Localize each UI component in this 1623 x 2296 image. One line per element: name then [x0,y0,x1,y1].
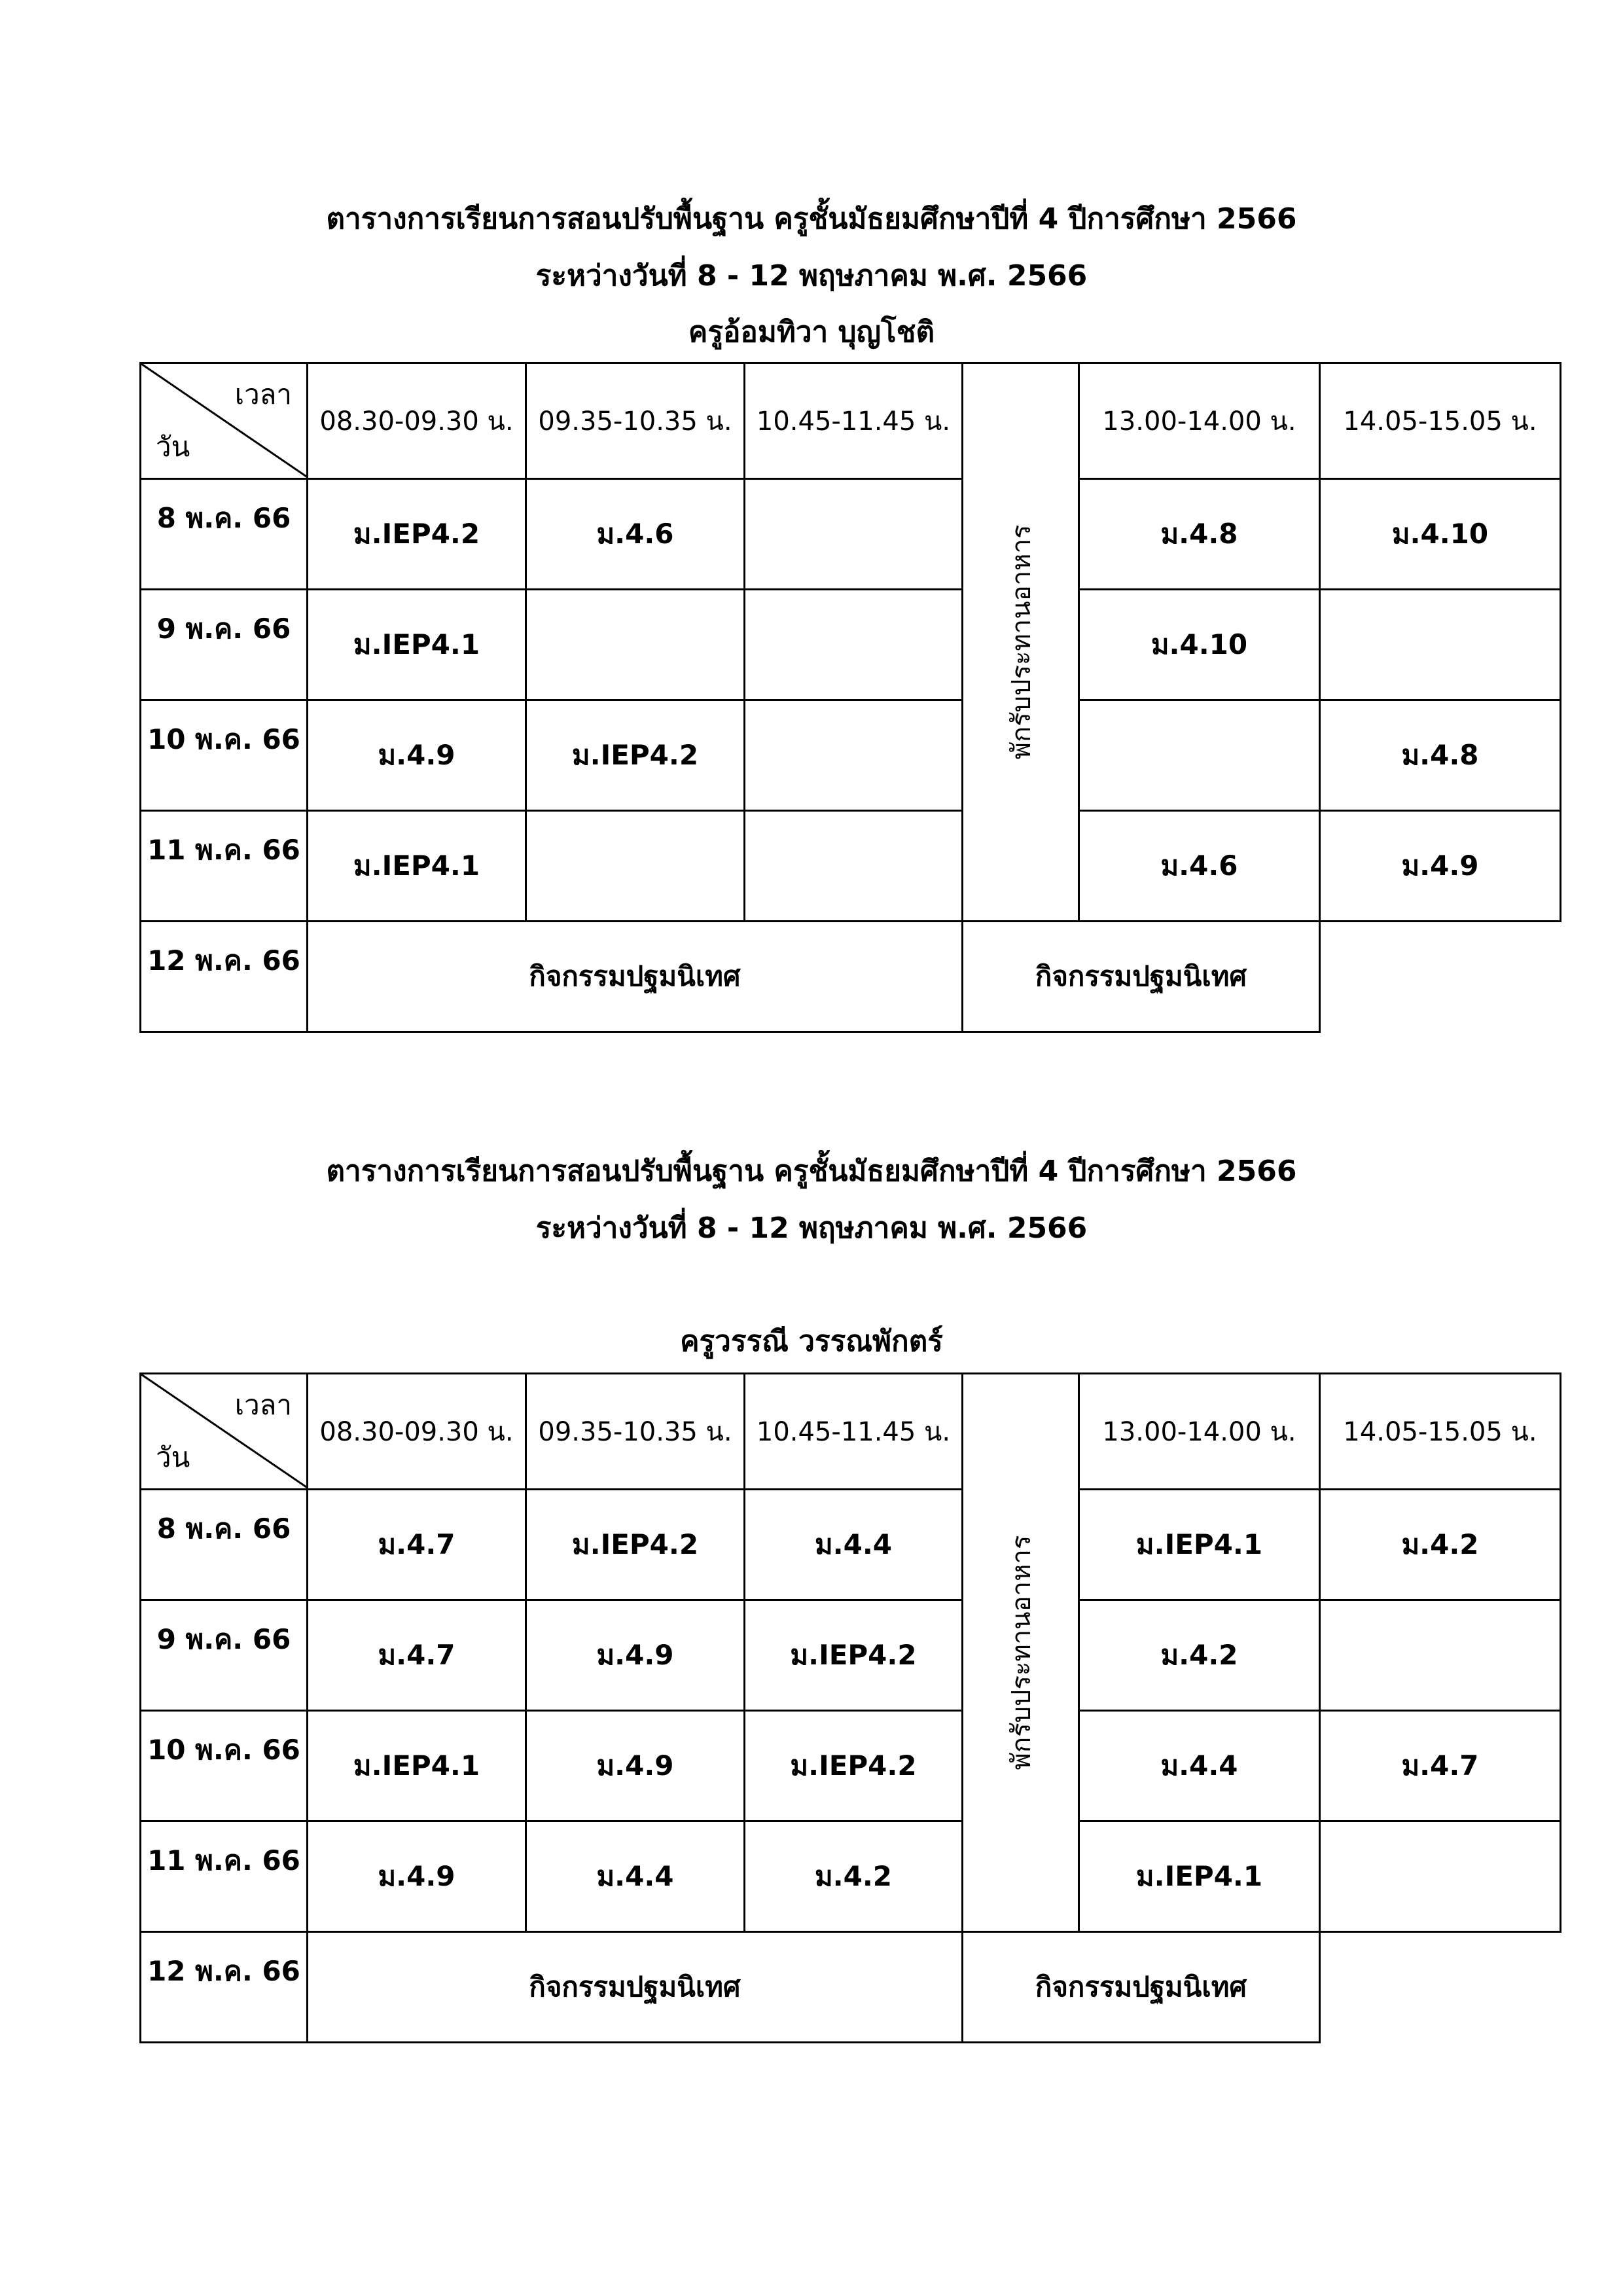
orientation-morning-cell: กิจกรรมปฐมนิเทศ [308,1932,963,2043]
class-cell: ม.4.9 [308,700,526,811]
table-row [141,922,1561,1032]
class-cell [745,811,963,922]
class-cell: ม.4.10 [1320,479,1561,590]
class-cell: ม.IEP4.2 [745,1711,963,1821]
orientation-afternoon-cell: กิจกรรมปฐมนิเทศ [963,1932,1320,2043]
class-cell: ม.4.9 [308,1821,526,1932]
schedule-2-title: ตารางการเรียนการสอนปรับพื้นฐาน ครูชั้นมัธยมศึกษาปีที่ 4 ปีการศึกษา 2566 [326,1155,1297,1188]
table-row [141,1932,1561,2043]
table-row [141,1821,1561,1932]
corner-day-label: วัน [156,1441,190,1473]
class-cell: ม.4.4 [526,1821,745,1932]
class-cell: ม.4.10 [1079,590,1320,700]
corner-cell [141,1374,308,1490]
table-row [141,590,1561,700]
class-cell: ม.IEP4.1 [308,811,526,922]
table-row [141,700,1561,811]
schedule-1-subtitle: ระหว่างวันที่ 8 - 12 พฤษภาคม พ.ศ. 2566 [535,259,1088,293]
class-cell: ม.IEP4.2 [526,1490,745,1600]
class-cell: ม.4.2 [1079,1600,1320,1711]
orientation-morning-cell: กิจกรรมปฐมนิเทศ [308,922,963,1032]
table-header-row [141,363,1561,479]
lunch-break-cell [963,1374,1079,1932]
class-cell: ม.4.6 [1079,811,1320,922]
class-cell: ม.4.4 [745,1490,963,1600]
class-cell [1320,1821,1561,1932]
day-cell: 12 พ.ค. 66 [141,1932,308,2043]
class-cell: ม.4.8 [1079,479,1320,590]
class-cell: ม.4.9 [526,1711,745,1821]
class-cell: ม.4.9 [1320,811,1561,922]
class-cell: ม.4.2 [1320,1490,1561,1600]
schedule-2-teacher: ครูวรรณี วรรณพักตร์ [680,1325,943,1358]
day-cell: 11 พ.ค. 66 [141,811,308,922]
day-cell: 9 พ.ค. 66 [141,590,308,700]
schedule-2-table [139,1372,1561,2043]
slot-header: 08.30-09.30 น. [308,363,526,479]
class-cell: ม.4.4 [1079,1711,1320,1821]
table-row [141,811,1561,922]
day-cell: 8 พ.ค. 66 [141,1490,308,1600]
corner-cell [141,363,308,479]
table-row [141,1490,1561,1600]
slot-header: 09.35-10.35 น. [526,1374,745,1490]
slot-header: 13.00-14.00 น. [1079,363,1320,479]
schedule-1-teacher: ครูอ้อมทิวา บุญโชติ [688,315,935,349]
class-cell [1320,590,1561,700]
class-cell: ม.4.2 [745,1821,963,1932]
schedule-1-table [139,362,1561,1033]
day-cell: 11 พ.ค. 66 [141,1821,308,1932]
class-cell: ม.4.8 [1320,700,1561,811]
table-row [141,1600,1561,1711]
class-cell: ม.IEP4.1 [308,1711,526,1821]
schedule-2-subtitle: ระหว่างวันที่ 8 - 12 พฤษภาคม พ.ศ. 2566 [535,1211,1088,1245]
day-cell: 10 พ.ค. 66 [141,1711,308,1821]
class-cell [745,590,963,700]
table-header-row [141,1374,1561,1490]
class-cell: ม.IEP4.2 [745,1600,963,1711]
corner-time-label: เวลา [234,1389,292,1421]
slot-header: 13.00-14.00 น. [1079,1374,1320,1490]
slot-header: 09.35-10.35 น. [526,363,745,479]
class-cell: ม.4.6 [526,479,745,590]
slot-header: 08.30-09.30 น. [308,1374,526,1490]
class-cell: ม.4.7 [1320,1711,1561,1821]
day-cell: 9 พ.ค. 66 [141,1600,308,1711]
slot-header: 14.05-15.05 น. [1320,363,1561,479]
class-cell: ม.4.9 [526,1600,745,1711]
orientation-afternoon-cell: กิจกรรมปฐมนิเทศ [963,922,1320,1032]
day-cell: 10 พ.ค. 66 [141,700,308,811]
class-cell: ม.4.7 [308,1600,526,1711]
class-cell: ม.IEP4.1 [1079,1821,1320,1932]
slot-header: 10.45-11.45 น. [745,363,963,479]
corner-day-label: วัน [156,431,190,463]
class-cell [745,479,963,590]
lunch-break-label: พักรับประทานอาหาร [1006,1535,1037,1770]
class-cell: ม.IEP4.2 [308,479,526,590]
lunch-break-label: พักรับประทานอาหาร [1006,524,1037,760]
lunch-break-cell [963,363,1079,922]
slot-header: 14.05-15.05 น. [1320,1374,1561,1490]
class-cell: ม.IEP4.2 [526,700,745,811]
schedule-1-title: ตารางการเรียนการสอนปรับพื้นฐาน ครูชั้นมัธยมศึกษาปีที่ 4 ปีการศึกษา 2566 [326,202,1297,236]
class-cell: ม.IEP4.1 [308,590,526,700]
table-row [141,1711,1561,1821]
class-cell: ม.IEP4.1 [1079,1490,1320,1600]
class-cell [1079,700,1320,811]
class-cell: ม.4.7 [308,1490,526,1600]
class-cell [745,700,963,811]
corner-time-label: เวลา [234,378,292,410]
class-cell [1320,1600,1561,1711]
slot-header: 10.45-11.45 น. [745,1374,963,1490]
table-row [141,479,1561,590]
day-cell: 12 พ.ค. 66 [141,922,308,1032]
class-cell [526,590,745,700]
class-cell [526,811,745,922]
day-cell: 8 พ.ค. 66 [141,479,308,590]
